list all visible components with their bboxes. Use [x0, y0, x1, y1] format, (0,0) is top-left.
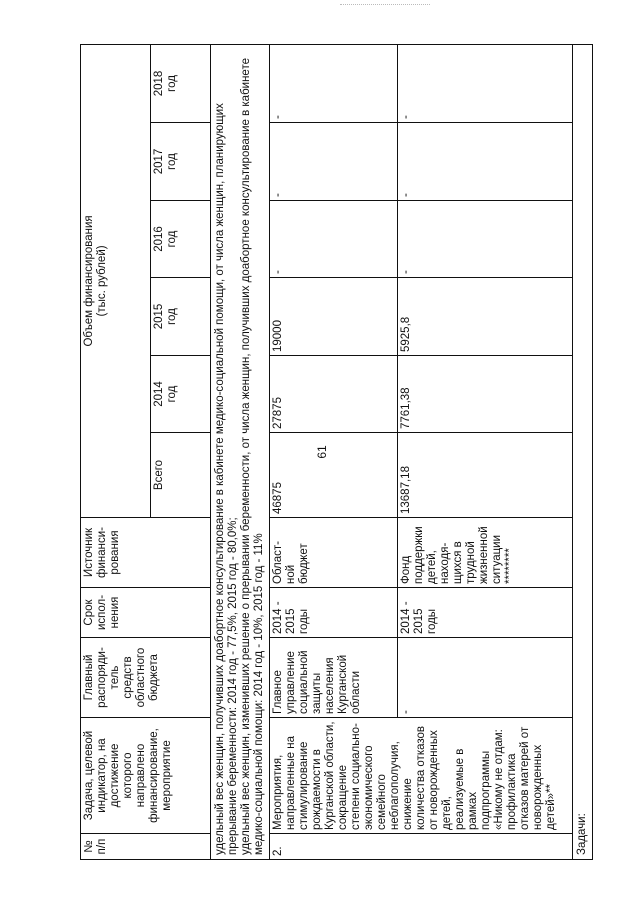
row-source: Област- ной бюджет	[270, 518, 398, 588]
header-source: Источник финанси- рования	[81, 518, 211, 588]
header-funding: Объем финансирования (тыс. рублей)	[81, 44, 151, 517]
row-manager: -	[398, 638, 573, 718]
row-2014: 7761,38	[398, 356, 573, 433]
tasks-label: Задачи:	[573, 44, 593, 859]
row-term: 2014 - 2015 годы	[398, 588, 573, 638]
row-num: 2.	[270, 834, 573, 860]
header-2016: 2016 год	[151, 201, 211, 278]
row-source: Фонд поддержки детей, находя- щихся в трудной жизненной ситуации ********	[398, 518, 573, 588]
header-2017: 2017 год	[151, 123, 211, 201]
row-2015: 19000	[270, 278, 398, 356]
row-2018: -	[398, 44, 573, 122]
funding-table	[80, 44, 593, 860]
row-task: Мероприятия, направленные на стимулирование рождаемости в Курганской области, сокращение степени социально-экономического семейного неблагополучия, снижение количества отказов от новорожденных детей, реализуемые в рамках подпрограммы «Никому не отдам: профилактика отказов матерей от новорожденных детей»**	[270, 718, 573, 834]
row-total: 46875	[270, 433, 398, 518]
row-term: 2014 - 2015 годы	[270, 588, 398, 638]
header-manager: Главный распоряди- тель средств областного бюджета	[81, 638, 211, 718]
row-total: 13687,18	[398, 433, 573, 518]
indicator-text: удельный вес женщин, получивших доабортное консультирование в кабинете медико-социальной помощи, от числа женщин, планирующих прерывание беременности: 2014 год - 77,5%, 2015 год - 80,0%; удельный вес женщин, изменивших решение о прерывании беременности, от числа женщин, получивших доабортное консультирование в кабинете медико-социальной помощи: 2014 год - 10%, 2015 год - 11%	[211, 44, 270, 859]
row-2014: 27875	[270, 356, 398, 433]
row-2017: -	[270, 123, 398, 201]
row-manager: Главное управление социальной защиты населения Курганской области	[270, 638, 398, 718]
page-number: 61	[315, 445, 329, 459]
row-2017: -	[398, 123, 573, 201]
header-term: Срок испол- нения	[81, 588, 211, 638]
header-2014: 2014 год	[151, 356, 211, 433]
row-2016: -	[398, 201, 573, 278]
top-edge-line	[340, 4, 430, 5]
row-2016: -	[270, 201, 398, 278]
row-2018: -	[270, 44, 398, 122]
header-2018: 2018 год	[151, 44, 211, 122]
header-task: Задача, целевой индикатор, на достижение которого направлено финансирование, мероприятие	[81, 718, 211, 834]
rotated-table-wrapper	[80, 45, 605, 860]
row-2015: 5925,8	[398, 278, 573, 356]
header-num: № п/п	[81, 834, 211, 860]
header-total: Всего	[151, 433, 211, 518]
header-2015: 2015 год	[151, 278, 211, 356]
